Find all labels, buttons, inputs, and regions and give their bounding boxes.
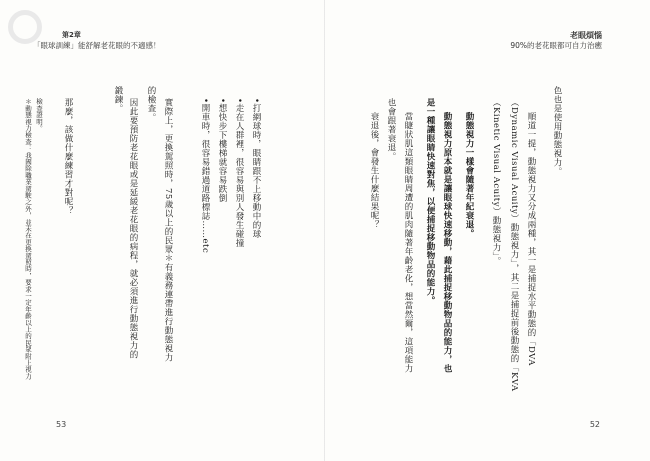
page-number: 52 (589, 420, 600, 429)
bullet-item: •想快步下樓梯就容易跌倒 (217, 98, 227, 203)
footnote-line: 檢查證明。 (35, 98, 43, 132)
body-column: 的檢查。 (146, 86, 156, 122)
bullet-item: •開車時，很容易錯過道路標誌……etc (200, 98, 210, 254)
section-heading: 動態視力一樣會隨著年紀衰退。 (464, 112, 474, 238)
book-title: 老眼煩惱 (570, 31, 602, 40)
footnote-line: ＊動態視力檢查：我國除職業駕駛之外，並未在更換駕照時，要求一定年齡以上的民眾附上視力 (24, 98, 32, 380)
body-column: 鍛鍊。 (113, 86, 123, 113)
body-column-bold: 動態視力原本就是讓眼球快速移動，藉此捕捉移動物品的能力，也 (442, 112, 452, 373)
bullet-item: •走在人群裡，很容易與別人發生碰撞 (234, 98, 244, 248)
body-column: 當睫狀肌這類眼睛周遭的肌肉隨著年齡老化，想當然爾，這項能力 (403, 112, 413, 373)
chapter-label: 第2章 (62, 31, 81, 39)
body-column: 那麼，該做什麼練習才對呢？ (63, 98, 73, 215)
body-column: 衰退後，會發生什麼結果呢？ (369, 112, 379, 229)
body-column: 順道一提，動態視力又分成兩種，其一是捕捉水平動態的「DVA (526, 112, 536, 366)
page-number: 53 (56, 420, 67, 429)
body-column: 實際上，更換駕照時，75歲以上的民眾＊有義務連帶進行動態視力 (163, 98, 173, 362)
body-column: 因此要預防老花眼或是延緩老花眼的病程，就必須進行動態視力的 (128, 98, 138, 359)
bullet-item: •打網球時，眼睛跟不上移動中的球 (251, 98, 261, 239)
chapter-title: 「眼球訓練」能舒解老花眼的不適感！ (33, 41, 161, 50)
body-column: 也會跟著衰退。 (386, 98, 396, 161)
book-subtitle: 90%的老花眼都可自力治癒 (510, 41, 602, 50)
body-column: （Dynamic Visual Acuity）動態視力」，其二是捕捉前後動態的「KVA (509, 98, 519, 392)
right-page (325, 0, 650, 461)
body-column: 色也是使用動態視力。 (552, 86, 562, 176)
chapter-circle-icon (8, 10, 42, 44)
body-column-bold: 是一種讓眼睛快速對焦，以便捕捉移動物品的能力。 (425, 98, 435, 305)
body-column: （Kinetic Visual Acuity）動態視力」。 (491, 98, 501, 266)
